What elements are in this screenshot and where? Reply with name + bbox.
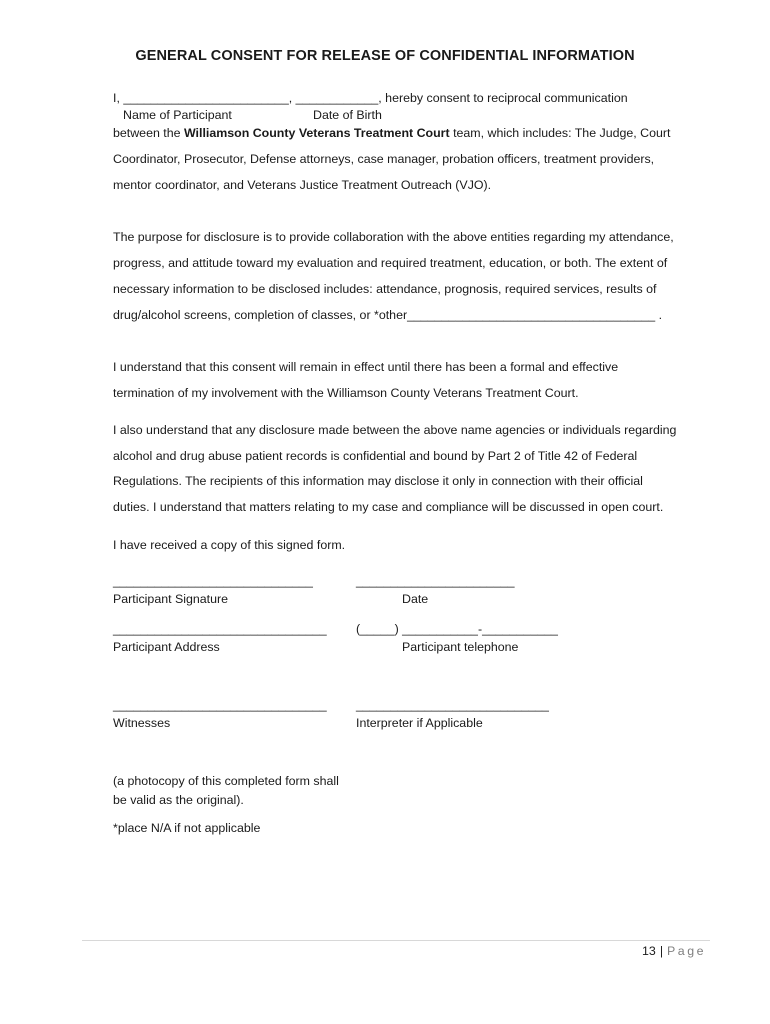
- page-footer: [642, 944, 706, 958]
- disclosure-line-4: duties. I understand that matters relating to my case and compliance will be discussed in open court.: [113, 500, 664, 514]
- footer-divider: [82, 940, 710, 941]
- interpreter-field[interactable]: ____________________________: [356, 698, 549, 712]
- participant-signature-field[interactable]: _____________________________: [113, 574, 313, 588]
- disclosure-line-2: alcohol and drug abuse patient records is confidential and bound by Part 2 of Title 42 of Federal: [113, 449, 638, 463]
- page-word: Page: [667, 944, 706, 958]
- witnesses-field[interactable]: _______________________________: [113, 698, 327, 712]
- participant-address-field[interactable]: _______________________________: [113, 622, 327, 636]
- participant-signature-label: Participant Signature: [113, 592, 229, 606]
- photocopy-note-line-1: (a photocopy of this completed form shall: [113, 774, 339, 788]
- team-line: [113, 125, 670, 141]
- document-title: GENERAL CONSENT FOR RELEASE OF CONFIDENTIAL INFORMATION: [135, 48, 635, 64]
- purpose-line-1: The purpose for disclosure is to provide collaboration with the above entities regarding my attendance,: [113, 230, 674, 244]
- disclosure-line-1: I also understand that any disclosure made between the above name agencies or individuals regarding: [113, 423, 677, 437]
- purpose-line-4: drug/alcohol screens, completion of classes, or *other____________________________________ .: [113, 308, 663, 322]
- team-members-line-2: mentor coordinator, and Veterans Justice Treatment Outreach (VJO).: [113, 178, 492, 192]
- effect-line-2: termination of my involvement with the Williamson County Veterans Treatment Court.: [113, 386, 579, 400]
- purpose-line-3: necessary information to be disclosed includes: attendance, prognosis, required services, results of: [113, 282, 657, 296]
- signature-date-field[interactable]: _______________________: [356, 574, 515, 588]
- participant-address-label: Participant Address: [113, 640, 220, 654]
- witnesses-label: Witnesses: [113, 716, 171, 730]
- footer-separator: |: [659, 944, 664, 958]
- photocopy-note-line-2: be valid as the original).: [113, 793, 244, 807]
- team-line-prefix: between the: [113, 126, 184, 140]
- disclosure-line-3: Regulations. The recipients of this information may disclose it only in connection with their official: [113, 474, 643, 488]
- not-applicable-note: *place N/A if not applicable: [113, 821, 261, 835]
- consent-line: I, ________________________, ____________, hereby consent to reciprocal communication: [113, 91, 628, 105]
- participant-telephone-label: Participant telephone: [402, 640, 519, 654]
- participant-name-label: Name of Participant: [123, 108, 232, 122]
- date-label: Date: [402, 592, 429, 606]
- purpose-line-2: progress, and attitude toward my evaluation and required treatment, education, or both. The extent of: [113, 256, 668, 270]
- page-number: 13: [642, 944, 656, 958]
- team-members-line: Coordinator, Prosecutor, Defense attorneys, case manager, probation officers, treatment providers,: [113, 152, 655, 166]
- effect-line-1: I understand that this consent will remain in effect until there has been a formal and effective: [113, 360, 619, 374]
- date-of-birth-label: Date of Birth: [313, 108, 382, 122]
- team-line-suffix: team, which includes: The Judge, Court: [449, 126, 671, 140]
- participant-telephone-field[interactable]: (_____) ___________-___________: [356, 622, 558, 636]
- received-copy-line: I have received a copy of this signed form.: [113, 538, 346, 552]
- court-name: Williamson County Veterans Treatment Court: [183, 126, 450, 140]
- interpreter-label: Interpreter if Applicable: [356, 716, 483, 730]
